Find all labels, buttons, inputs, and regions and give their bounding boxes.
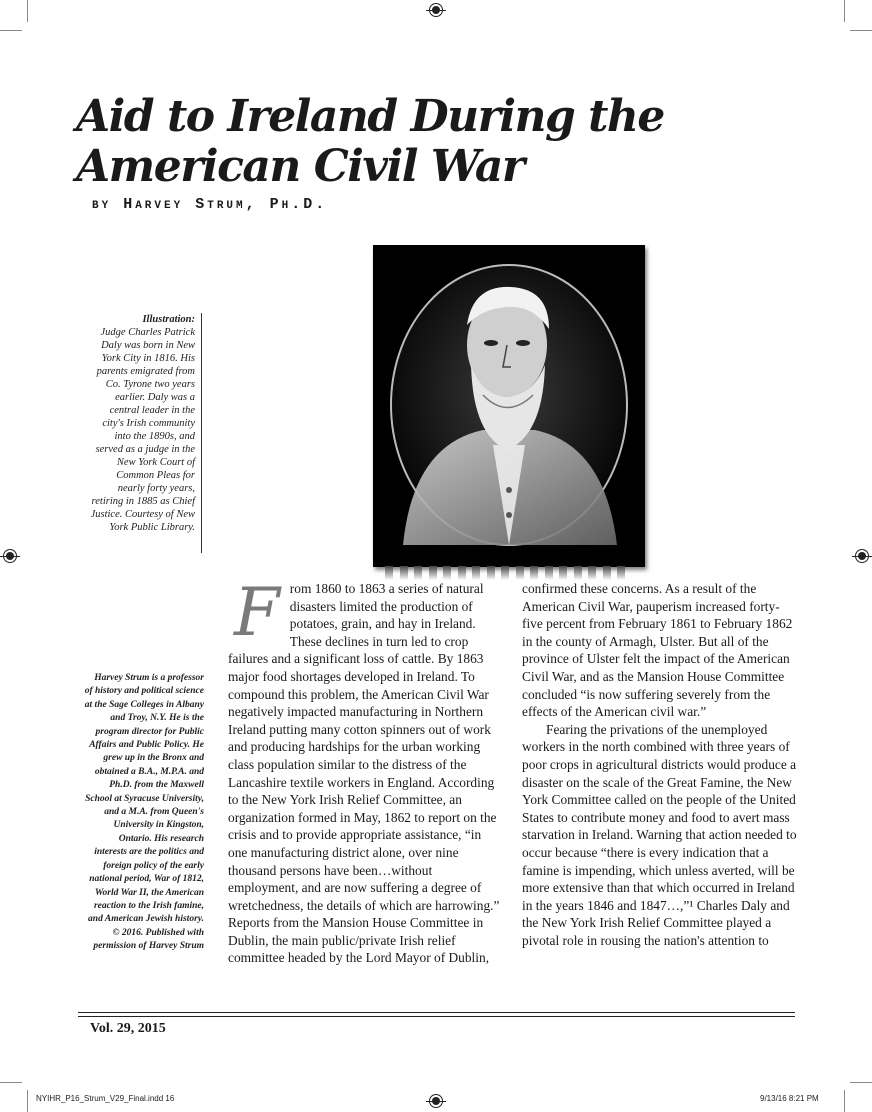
volume-label: Vol. 29, 2015 <box>90 1021 166 1036</box>
caption-text: Judge Charles Patrick Daly was born in New York City in 1816. His parents emigrated from Co. Tyrone two years earlier. Daly was a central leader in the city's Irish community into the 1890s, and served as a judge in the New York Court of Common Pleas for nearly forty years, retiring in 1885 as Chief Justice. Courtesy of New York Public Library. <box>90 327 195 533</box>
body-column-1 <box>228 574 500 967</box>
registration-mark-icon <box>429 3 443 17</box>
body-column-2 <box>522 580 798 949</box>
crop-mark <box>850 30 872 31</box>
drop-cap: F <box>234 574 280 651</box>
crop-mark <box>0 1082 22 1083</box>
article-title: Aid to Ireland During the American Civil War <box>76 91 664 192</box>
footer-rule <box>78 1012 795 1013</box>
photo-edge <box>385 566 625 580</box>
registration-mark-icon <box>855 549 869 563</box>
author-bio: Harvey Strum is a professor of history and political science at the Sage Colleges in Albany and Troy, N.Y. He is the program director for Public Affairs and Public Policy. He grew up in the Bronx and obtained a B.A., M.P.A. and Ph.D. from the Maxwell School at Syracuse University, and a M.A. from Queen's University in Kingston, Ontario. His research interests are the politics and foreign policy of the early national period, War of 1812, World War II, the American reaction to the Irish famine, and American Jewish history. © 2016. Published with permission of Harvey Strum <box>84 673 204 952</box>
registration-mark-icon <box>429 1094 443 1108</box>
footer-rule <box>78 1016 795 1017</box>
date-slug: 9/13/16 8:21 PM <box>760 1094 819 1103</box>
crop-mark <box>850 1082 872 1083</box>
paragraph-1-part-1: rom 1860 to 1863 a series of natural disasters limited the production of potatoes, grain, and hay in Ireland. These declines in turn led to crop failures and a significant loss of cattle. By 1863 major food shortages developed in Ireland. To compound this problem, the American Civil War negatively impacted manufacturing in Northern Ireland putting many cotton spinners out of work and producing hardships for the urban working class population similar to the distress of the Lancashire textile workers in England. According to the New York Irish Relief Committee, an organization formed in May, 1862 to report on the crisis and to provide appropriate assistance, “in one manufacturing district alone, over nine thousand persons have been…without employment, and are now suffering a degree of wretchedness, the details of which are harrowing.” Reports from the Mansion House Committee in Dublin, the main public/private Irish relief committee headed by the Lord Mayor of Dublin, <box>228 581 500 966</box>
illustration-caption <box>88 313 195 534</box>
portrait-image <box>373 245 645 567</box>
crop-mark <box>844 0 845 22</box>
caption-label: Illustration: <box>142 314 195 325</box>
file-slug: NYIHR_P16_Strum_V29_Final.indd 16 <box>36 1094 175 1103</box>
paragraph-2: Fearing the privations of the unemployed workers in the north combined with three years of poor crops in agricultural districts would produce a disaster on the scale of the Great Famine, the New York Committee called on the people of the United States to contribute money and food to avert mass starvation in Ireland. Warning that action needed to occur because “there is every indication that a famine is impending, which unless averted, will be more extensive than that which occurred in Ireland in the years 1846 and 1847…,”¹ Charles Daly and the New York Irish Relief Committee played a pivotal role in rousing the nation's attention to <box>522 721 797 948</box>
crop-mark <box>844 1090 845 1112</box>
registration-mark-icon <box>3 549 17 563</box>
paragraph-1-part-2: confirmed these concerns. As a result of the American Civil War, pauperism increased forty-five percent from February 1861 to February 1862 in the county of Armagh, Ulster. But all of the province of Ulster felt the impact of the American Civil War, and as the Mansion House Committee concluded “is now suffering severely from the effects of the American civil war.” <box>522 581 793 720</box>
crop-mark <box>0 30 22 31</box>
article-byline: by Harvey Strum, Ph.D. <box>92 196 328 213</box>
caption-rule <box>201 313 202 553</box>
crop-mark <box>27 0 28 22</box>
portrait-engraving <box>373 245 645 567</box>
crop-mark <box>27 1090 28 1112</box>
